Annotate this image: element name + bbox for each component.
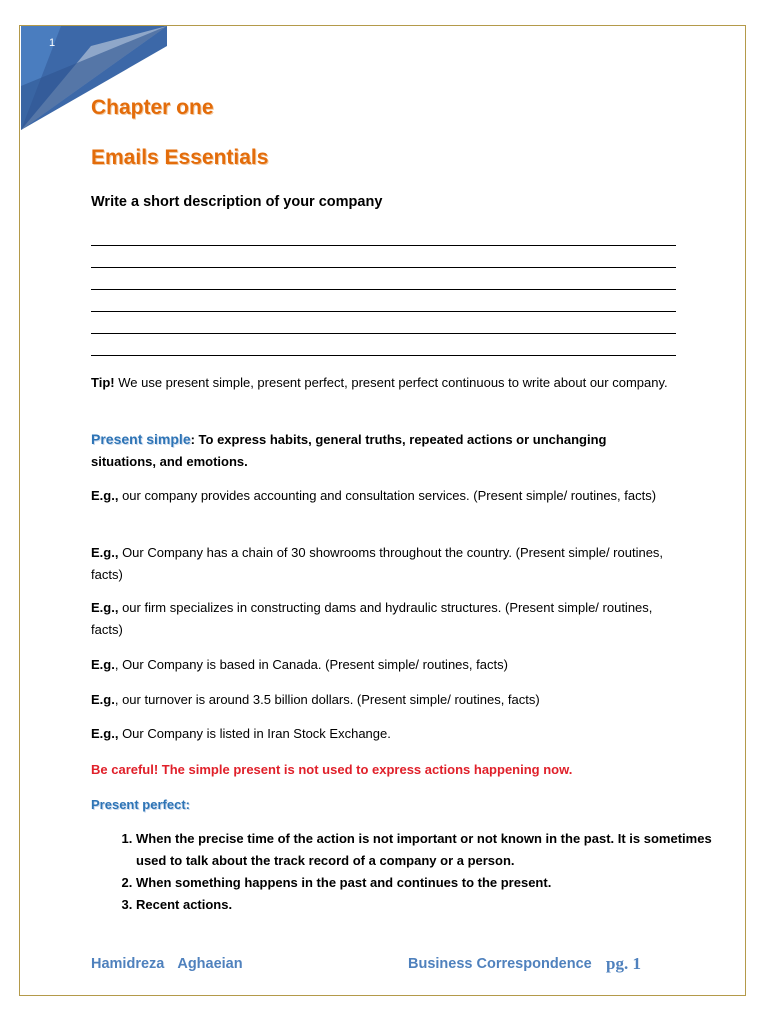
author-first-name: Hamidreza: [91, 956, 165, 972]
example-label: E.g.: [91, 692, 115, 707]
present-simple-paragraph: [91, 428, 669, 473]
example-paragraph: [91, 654, 669, 676]
footer-author: [91, 956, 256, 972]
footer-page-number: pg. 1: [606, 954, 641, 973]
present-simple-text: : To express habits, general truths, repeated actions or unchanging situations, and emotions.: [91, 432, 607, 469]
example-paragraph: [91, 689, 669, 711]
warning-text: Be careful! The simple present is not used to express actions happening now.: [91, 762, 573, 777]
author-last-name: Aghaeian: [177, 956, 243, 972]
example-text: , Our Company is based in Canada. (Present simple/ routines, facts): [114, 657, 508, 672]
writing-prompt: Write a short description of your company: [91, 194, 383, 210]
example-paragraph: [91, 597, 669, 641]
present-simple-label: Present simple: [91, 431, 191, 447]
list-item: 3. Recent actions.: [136, 894, 714, 916]
present-perfect-list: [91, 828, 714, 916]
writing-line: [91, 245, 676, 246]
example-label: E.g.,: [91, 545, 119, 560]
list-item: 1. When the precise time of the action is not important or not known in the past. It is sometimes used to talk about the track record of a company or a person.: [136, 828, 714, 872]
tip-label: Tip!: [91, 375, 115, 390]
example-paragraph: [91, 485, 669, 507]
example-paragraph: [91, 542, 669, 586]
writing-line: [91, 311, 676, 312]
writing-line: [91, 267, 676, 268]
list-item: 2. When something happens in the past and continues to the present.: [136, 872, 714, 894]
example-text: Our Company has a chain of 30 showrooms throughout the country. (Present simple/ routines, facts): [91, 545, 664, 582]
example-label: E.g.,: [91, 726, 119, 741]
footer-course: Business Correspondence: [408, 956, 592, 972]
page-number: 1: [49, 37, 56, 49]
example-paragraph: [91, 723, 669, 745]
writing-lines: [91, 245, 676, 377]
example-label: E.g.: [91, 657, 115, 672]
writing-line: [91, 333, 676, 334]
chapter-heading: Chapter one: [91, 96, 214, 119]
section-title: Emails Essentials: [91, 146, 269, 169]
tip-paragraph: [91, 372, 669, 394]
tip-text: We use present simple, present perfect, present perfect continuous to write about our company.: [114, 375, 668, 390]
present-perfect-heading-row: [91, 794, 669, 816]
writing-line: [91, 289, 676, 290]
example-label: E.g.,: [91, 600, 119, 615]
example-text: our company provides accounting and consultation services. (Present simple/ routines, facts): [118, 488, 657, 503]
present-perfect-label: Present perfect:: [91, 797, 190, 812]
writing-line: [91, 355, 676, 356]
example-label: E.g.,: [91, 488, 119, 503]
example-text: our firm specializes in constructing dams and hydraulic structures. (Present simple/ routines, facts): [91, 600, 653, 637]
example-text: , our turnover is around 3.5 billion dollars. (Present simple/ routines, facts): [114, 692, 540, 707]
example-text: Our Company is listed in Iran Stock Exchange.: [118, 726, 391, 741]
